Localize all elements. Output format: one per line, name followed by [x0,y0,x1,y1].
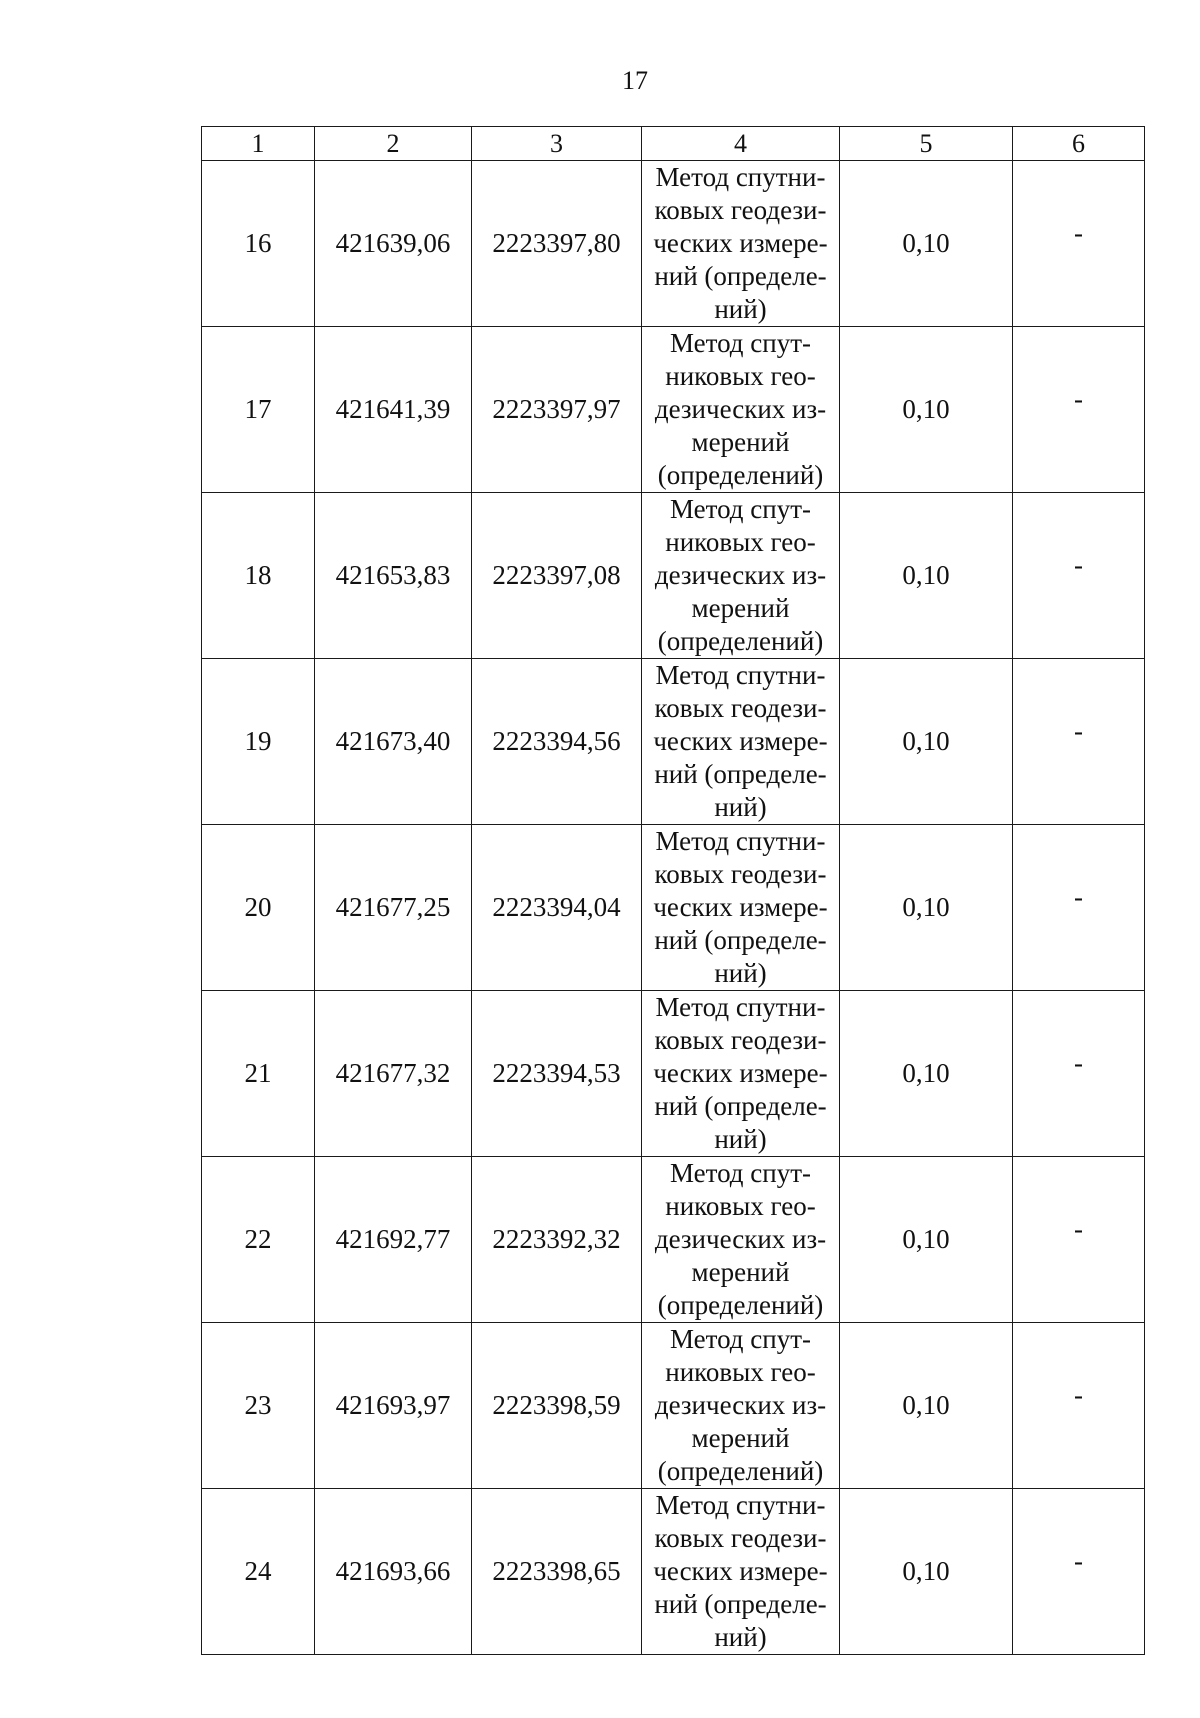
point-number-cell: 16 [202,161,315,327]
note-cell [1013,1489,1145,1655]
column-header: 2 [315,127,472,161]
y-coordinate-cell: 2223398,65 [472,1489,642,1655]
column-header: 5 [840,127,1013,161]
page-number: 17 [622,66,648,95]
note-cell [1013,1157,1145,1323]
note-value: - [1074,882,1083,912]
point-number-cell: 23 [202,1323,315,1489]
x-coordinate-cell: 421641,39 [315,327,472,493]
method-cell: Метод спут- никовых гео- дезических из- мерений (определений) [642,1157,840,1323]
x-coordinate-cell: 421639,06 [315,161,472,327]
accuracy-cell: 0,10 [840,991,1013,1157]
column-header: 6 [1013,127,1145,161]
point-number-cell: 19 [202,659,315,825]
y-coordinate-cell: 2223394,53 [472,991,642,1157]
accuracy-cell: 0,10 [840,659,1013,825]
method-cell: Метод спутни- ковых геодези- ческих измере- ний (определе- ний) [642,991,840,1157]
point-number-cell: 24 [202,1489,315,1655]
note-value: - [1074,218,1083,248]
method-cell: Метод спутни- ковых геодези- ческих измере- ний (определе- ний) [642,1489,840,1655]
table-row [202,825,1145,991]
accuracy-cell: 0,10 [840,161,1013,327]
x-coordinate-cell: 421677,25 [315,825,472,991]
y-coordinate-cell: 2223394,56 [472,659,642,825]
x-coordinate-cell: 421673,40 [315,659,472,825]
method-cell: Метод спутни- ковых геодези- ческих измере- ний (определе- ний) [642,825,840,991]
note-value: - [1074,1048,1083,1078]
note-value: - [1074,384,1083,414]
x-coordinate-cell: 421693,66 [315,1489,472,1655]
method-cell: Метод спут- никовых гео- дезических из- мерений (определений) [642,1323,840,1489]
note-cell [1013,327,1145,493]
coordinates-table [201,126,1145,1655]
note-cell [1013,1323,1145,1489]
y-coordinate-cell: 2223394,04 [472,825,642,991]
x-coordinate-cell: 421677,32 [315,991,472,1157]
accuracy-cell: 0,10 [840,493,1013,659]
note-cell [1013,825,1145,991]
point-number-cell: 22 [202,1157,315,1323]
x-coordinate-cell: 421692,77 [315,1157,472,1323]
accuracy-cell: 0,10 [840,825,1013,991]
x-coordinate-cell: 421653,83 [315,493,472,659]
x-coordinate-cell: 421693,97 [315,1323,472,1489]
table-row [202,991,1145,1157]
note-cell [1013,991,1145,1157]
note-value: - [1074,716,1083,746]
accuracy-cell: 0,10 [840,1323,1013,1489]
note-cell [1013,493,1145,659]
y-coordinate-cell: 2223397,08 [472,493,642,659]
table-row [202,493,1145,659]
table-row [202,161,1145,327]
table-row [202,1489,1145,1655]
accuracy-cell: 0,10 [840,327,1013,493]
column-header: 1 [202,127,315,161]
method-cell: Метод спутни- ковых геодези- ческих измере- ний (определе- ний) [642,659,840,825]
accuracy-cell: 0,10 [840,1157,1013,1323]
y-coordinate-cell: 2223392,32 [472,1157,642,1323]
column-header: 4 [642,127,840,161]
table-row [202,659,1145,825]
point-number-cell: 21 [202,991,315,1157]
method-cell: Метод спут- никовых гео- дезических из- мерений (определений) [642,327,840,493]
note-cell [1013,161,1145,327]
note-value: - [1074,550,1083,580]
point-number-cell: 17 [202,327,315,493]
method-cell: Метод спутни- ковых геодези- ческих измере- ний (определе- ний) [642,161,840,327]
note-value: - [1074,1380,1083,1410]
table-row [202,327,1145,493]
note-cell [1013,659,1145,825]
table-header-row [202,127,1145,161]
y-coordinate-cell: 2223397,97 [472,327,642,493]
accuracy-cell: 0,10 [840,1489,1013,1655]
y-coordinate-cell: 2223398,59 [472,1323,642,1489]
note-value: - [1074,1546,1083,1576]
point-number-cell: 20 [202,825,315,991]
method-cell: Метод спут- никовых гео- дезических из- мерений (определений) [642,493,840,659]
note-value: - [1074,1214,1083,1244]
table-row [202,1323,1145,1489]
point-number-cell: 18 [202,493,315,659]
y-coordinate-cell: 2223397,80 [472,161,642,327]
column-header: 3 [472,127,642,161]
table-row [202,1157,1145,1323]
